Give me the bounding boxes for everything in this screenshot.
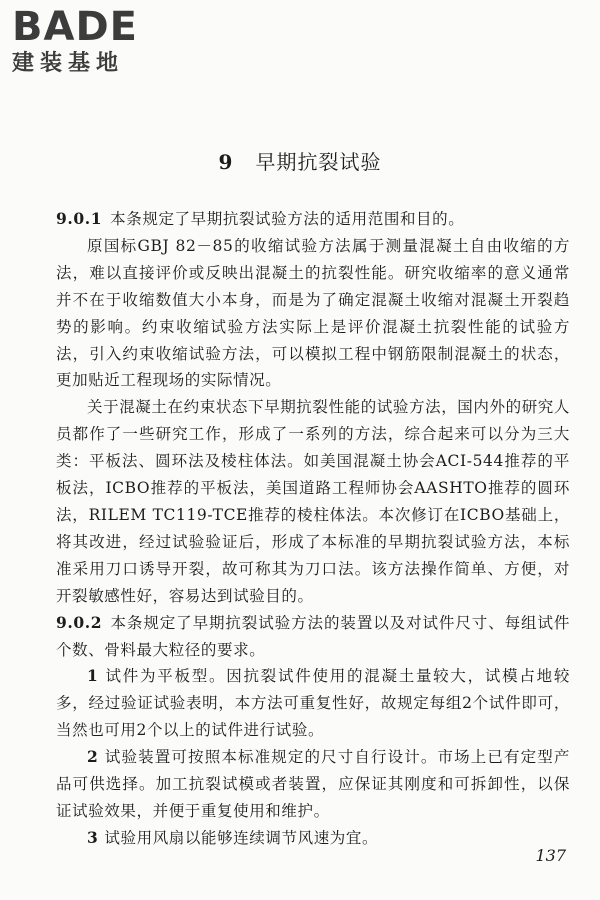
item-number: 3: [87, 827, 99, 847]
clause-number: 9.0.1: [56, 209, 103, 228]
item-text: 试验装置可按照本标准规定的尺寸自行设计。市场上已有定型产品可供选择。加工抗裂试模或者装置，应保证其刚度和可拆卸性，以保证试验效果，并便于重复使用和维护。: [56, 748, 570, 820]
item-number: 1: [87, 666, 99, 686]
logo-subtitle: 建装基地: [12, 51, 125, 76]
page-number: 137: [535, 846, 566, 865]
chapter-title: [0, 146, 600, 175]
logo-wordmark: BADE: [12, 4, 138, 50]
clause-text: 本条规定了早期抗裂试验方法的适用范围和目的。: [110, 210, 465, 228]
paragraph: 关于混凝土在约束状态下早期抗裂性能的试验方法，国内外的研究人员都作了一些研究工作，形成了一系列的方法，综合起来可以分为三大类：平板法、圆环法及棱柱体法。如美国混凝土协会ACI-544推荐的平板法，ICBO推荐的平板法，美国道路工程师协会AASHTO推荐的圆环法，RILEM TC119-TCE推荐的棱柱体法。本次修订在ICBO基础上，将其改进，经过试验验证后，形成了本标准的早期抗裂试验方法，本标准采用刀口诱导开裂，故可称其为刀口法。该方法操作简单、方便，对开裂敏感性好，容易达到试验目的。: [56, 398, 571, 605]
clause-text: 本条规定了早期抗裂试验方法的装置以及对试件尺寸、每组试件个数、骨料最大粒径的要求。: [56, 613, 570, 659]
list-item: [56, 825, 570, 852]
clause-number: 9.0.2: [56, 612, 103, 632]
chapter-title-text: 早期抗裂试验: [255, 150, 382, 174]
logo: [12, 4, 138, 78]
page-body: [56, 206, 570, 852]
list-item: [56, 744, 570, 825]
item-text: 试件为平板型。因抗裂试件使用的混凝土量较大，试模占地较多，经过验证试验表明，本方法可重复性好，故规定每组2个试件即可，当然也可用2个以上的试件进行试验。: [56, 667, 570, 740]
item-number: 2: [87, 747, 99, 767]
list-item: [56, 663, 570, 744]
item-text: 试验用风扇以能够连续调节风速为宜。: [104, 828, 379, 847]
chapter-number: 9: [218, 150, 234, 174]
clause-9-0-2: [56, 610, 570, 664]
paragraph: 原国标GBJ 82－85的收缩试验方法属于测量混凝土自由收缩的方法，难以直接评价或反映出混凝土的抗裂性能。研究收缩率的意义通常并不在于收缩数值大小本身，而是为了确定混凝土收缩对混凝土开裂趋势的影响。约束收缩试验方法实际上是评价混凝土抗裂性能的试验方法，引入约束收缩试验方法，可以模拟工程中钢筋限制混凝土的状态，更加贴近工程现场的实际情况。: [56, 236, 570, 390]
clause-9-0-1: [56, 206, 570, 233]
